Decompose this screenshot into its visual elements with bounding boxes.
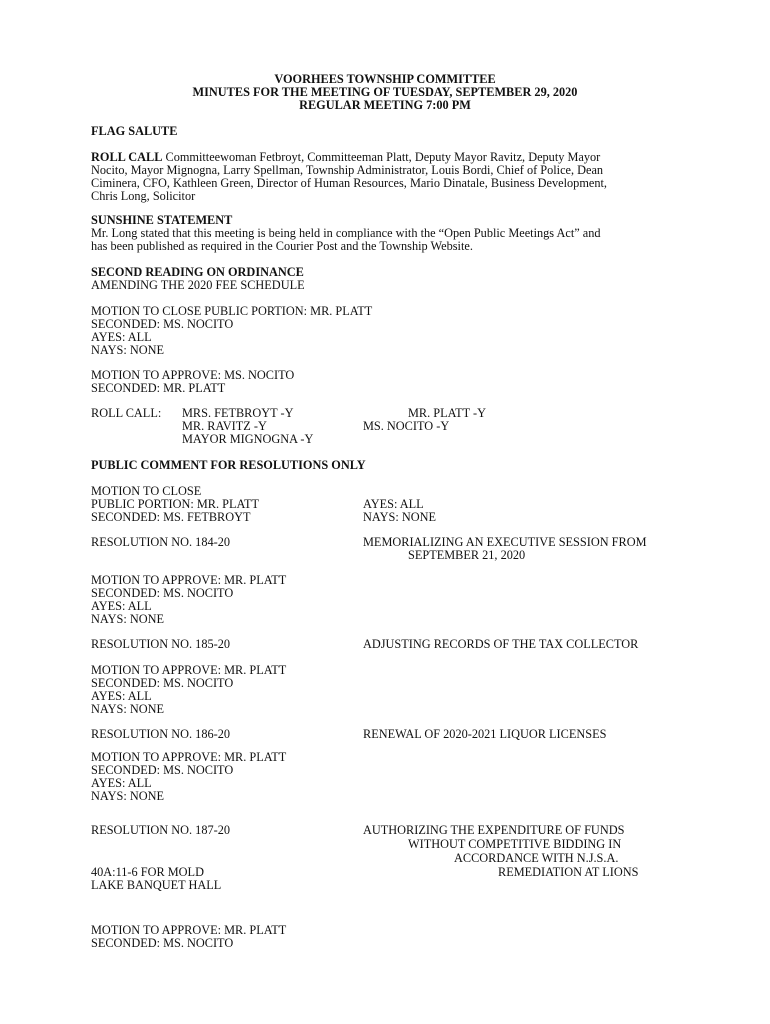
- motion-line: NAYS: NONE: [91, 343, 164, 357]
- sunshine-text: Mr. Long stated that this meeting is being held in compliance with the “Open Public Meetings Act” and: [91, 226, 601, 240]
- motion-line: NAYS: NONE: [91, 702, 164, 716]
- public-comment-heading: PUBLIC COMMENT FOR RESOLUTIONS ONLY: [91, 458, 366, 472]
- vote-line: MR. RAVITZ -Y: [182, 419, 267, 433]
- motion-line: MOTION TO APPROVE: MR. PLATT: [91, 573, 287, 587]
- resolution-title: REMEDIATION AT LIONS: [498, 865, 639, 879]
- motion-close-block: [91, 305, 681, 357]
- vote-tally: AYES: ALL: [363, 497, 424, 511]
- doc-title: VOORHEES TOWNSHIP COMMITTEE: [274, 72, 496, 86]
- motion-line: MOTION TO APPROVE: MR. PLATT: [91, 750, 287, 764]
- doc-subtitle: MINUTES FOR THE MEETING OF TUESDAY, SEPTEMBER 29, 2020: [192, 85, 578, 99]
- motion-line: AYES: ALL: [91, 776, 152, 790]
- roll-call-section: [91, 151, 681, 203]
- roll-call-text: Nocito, Mayor Mignogna, Larry Spellman, Township Administrator, Louis Bordi, Chief of Police, Dean: [91, 163, 604, 177]
- motion-line: NAYS: NONE: [91, 612, 164, 626]
- ordinance-title: AMENDING THE 2020 FEE SCHEDULE: [91, 278, 305, 292]
- second-reading-section: [91, 266, 681, 292]
- motion-line: SECONDED: MR. PLATT: [91, 381, 226, 395]
- vote-tally: NAYS: NONE: [363, 510, 436, 524]
- motion-line: MOTION TO CLOSE PUBLIC PORTION: MR. PLATT: [91, 304, 373, 318]
- motion-line: SECONDED: MS. NOCITO: [91, 936, 234, 950]
- resolution-number: RESOLUTION NO. 186-20: [91, 727, 231, 741]
- motion-block: [91, 751, 286, 803]
- motion-line: SECONDED: MS. NOCITO: [91, 586, 234, 600]
- resolution-title: RENEWAL OF 2020-2021 LIQUOR LICENSES: [363, 727, 607, 741]
- motion-block: [91, 664, 286, 716]
- public-comment-right: [363, 498, 436, 524]
- motion-block: [91, 574, 286, 626]
- motion-line: MOTION TO APPROVE: MR. PLATT: [91, 923, 287, 937]
- sunshine-heading: SUNSHINE STATEMENT: [91, 213, 233, 227]
- roll-call-text: Ciminera, CFO, Kathleen Green, Director of Human Resources, Mario Dinatale, Business Development,: [91, 176, 607, 190]
- motion-line: AYES: ALL: [91, 689, 152, 703]
- vote-line: MR. PLATT -Y: [408, 406, 487, 420]
- resolution-number: RESOLUTION NO. 187-20: [91, 823, 231, 837]
- roll-call-label: ROLL CALL:: [91, 406, 162, 420]
- sunshine-section: [91, 214, 681, 253]
- resolution-title: 40A:11-6 FOR MOLD: [91, 865, 204, 879]
- motion-line: PUBLIC PORTION: MR. PLATT: [91, 497, 260, 511]
- motion-line: AYES: ALL: [91, 599, 152, 613]
- roll-call-text: Committeewoman Fetbroyt, Committeeman Platt, Deputy Mayor Ravitz, Deputy Mayor: [162, 150, 601, 164]
- resolution-title-continued: [91, 866, 221, 892]
- resolution-title: ACCORDANCE WITH N.J.S.A.: [454, 851, 619, 865]
- motion-line: SECONDED: MS. NOCITO: [91, 317, 234, 331]
- motion-block: [91, 924, 286, 950]
- sunshine-text: has been published as required in the Courier Post and the Township Website.: [91, 239, 473, 253]
- motion-line: MOTION TO CLOSE: [91, 484, 202, 498]
- motion-line: MOTION TO APPROVE: MR. PLATT: [91, 663, 287, 677]
- vote-line: MAYOR MIGNOGNA -Y: [182, 432, 314, 446]
- resolution-title: SEPTEMBER 21, 2020: [408, 548, 526, 562]
- resolution-title: MEMORIALIZING AN EXECUTIVE SESSION FROM: [363, 535, 647, 549]
- public-comment-left: [91, 485, 259, 524]
- resolution-title: AUTHORIZING THE EXPENDITURE OF FUNDS: [363, 823, 625, 837]
- motion-line: SECONDED: MS. FETBROYT: [91, 510, 251, 524]
- motion-line: MOTION TO APPROVE: MS. NOCITO: [91, 368, 295, 382]
- resolution-title: LAKE BANQUET HALL: [91, 878, 222, 892]
- resolution-number: RESOLUTION NO. 185-20: [91, 637, 231, 651]
- motion-line: NAYS: NONE: [91, 789, 164, 803]
- vote-line: MRS. FETBROYT -Y: [182, 406, 294, 420]
- roll-call-left-column: [182, 407, 313, 446]
- motion-line: SECONDED: MS. NOCITO: [91, 763, 234, 777]
- meeting-time: REGULAR MEETING 7:00 PM: [299, 98, 471, 112]
- motion-line: AYES: ALL: [91, 330, 152, 344]
- roll-call-heading: ROLL CALL: [91, 150, 163, 164]
- vote-line: MS. NOCITO -Y: [363, 419, 450, 433]
- flag-salute-heading: FLAG SALUTE: [91, 124, 178, 138]
- resolution-title: ADJUSTING RECORDS OF THE TAX COLLECTOR: [363, 637, 639, 651]
- roll-call-text: Chris Long, Solicitor: [91, 189, 196, 203]
- resolution-number: RESOLUTION NO. 184-20: [91, 535, 231, 549]
- motion-line: SECONDED: MS. NOCITO: [91, 676, 234, 690]
- resolution-title: WITHOUT COMPETITIVE BIDDING IN: [408, 837, 622, 851]
- motion-approve-block: [91, 369, 681, 395]
- second-reading-heading: SECOND READING ON ORDINANCE: [91, 265, 304, 279]
